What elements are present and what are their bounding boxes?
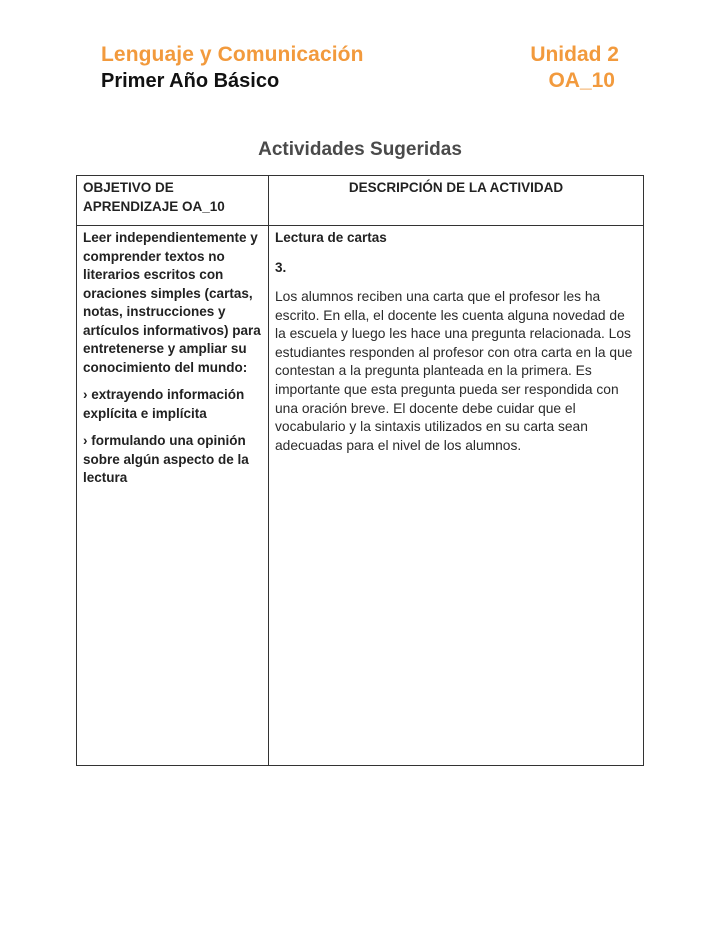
unit-label: Unidad 2 — [530, 43, 619, 66]
grade-level: Primer Año Básico — [101, 70, 280, 92]
description-cell — [269, 226, 644, 766]
oa-code: OA_10 — [548, 69, 615, 92]
column-header-description: DESCRIPCIÓN DE LA ACTIVIDAD — [269, 176, 644, 226]
table-row — [77, 226, 644, 766]
activity-body: Los alumnos reciben una carta que el profesor les ha escrito. En ella, el docente les cuenta alguna novedad de la escuela y luego les hace una pregunta relacionada. Los estudiantes responden al profesor con otra carta en la que contestan a la pregunta planteada en la primera. Es importante que esta pregunta pueda ser respondida con una oración breve. El docente debe cuidar que el vocabulario y la sintaxis utilizados en su carta sean adecuadas para el nivel de los alumnos. — [275, 289, 633, 453]
section-title: Actividades Sugeridas — [258, 139, 462, 160]
subject-title: Lenguaje y Comunicación — [101, 43, 364, 66]
objective-bullet: › formulando una opinión sobre algún aspecto de la lectura — [83, 433, 249, 485]
header-left — [101, 42, 364, 94]
header-right — [530, 42, 619, 94]
table-header-row — [77, 176, 644, 226]
activity-number: 3. — [275, 259, 287, 275]
activities-table — [76, 175, 644, 766]
objective-cell — [77, 226, 269, 766]
activity-title: Lectura de cartas — [275, 230, 387, 245]
column-header-objective: OBJETIVO DE APRENDIZAJE OA_10 — [77, 176, 269, 226]
objective-intro: Leer independientemente y comprender textos no literarios escritos con oraciones simples (cartas, notas, instrucciones y artículos informativos) para entretenerse y ampliar su conocimiento del mundo: — [83, 230, 261, 375]
objective-bullet: › extrayendo información explícita e implícita — [83, 387, 245, 421]
